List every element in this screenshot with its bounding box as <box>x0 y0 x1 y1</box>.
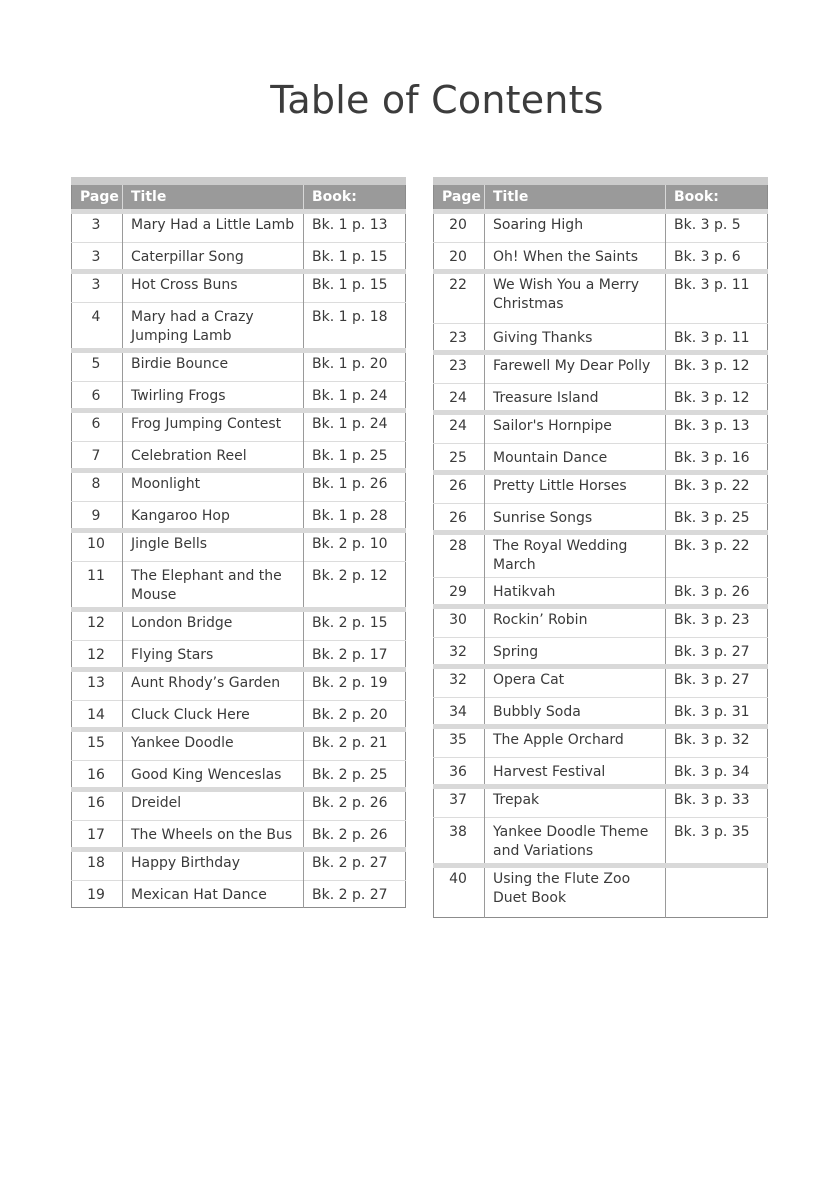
title-cell: The Wheels on the Bus <box>123 820 304 849</box>
title-cell: Mary had a Crazy Jumping Lamb <box>123 302 304 350</box>
title-cell: Oh! When the Saints <box>485 242 666 271</box>
table-row <box>434 666 768 697</box>
title-cell: Trepak <box>485 786 666 817</box>
title-cell: Cluck Cluck Here <box>123 700 304 729</box>
title-cell: Birdie Bounce <box>123 350 304 381</box>
page-number-cell: 8 <box>72 470 123 501</box>
title-cell: Jingle Bells <box>123 530 304 561</box>
book-reference-cell: Bk. 3 p. 27 <box>666 666 768 697</box>
table-row <box>434 503 768 532</box>
title-cell: The Elephant and the Mouse <box>123 561 304 609</box>
table-row <box>72 242 406 271</box>
page-number-cell: 16 <box>72 760 123 789</box>
table-row <box>72 501 406 530</box>
title-cell: Pretty Little Horses <box>485 472 666 503</box>
header-book: Book: <box>666 181 768 211</box>
table-row <box>72 271 406 302</box>
title-cell: Bubbly Soda <box>485 697 666 726</box>
book-reference-cell: Bk. 2 p. 10 <box>304 530 406 561</box>
book-reference-cell: Bk. 2 p. 27 <box>304 849 406 880</box>
page-number-cell: 22 <box>434 271 485 323</box>
page-number-cell: 15 <box>72 729 123 760</box>
title-cell: Yankee Doodle Theme and Variations <box>485 817 666 865</box>
book-reference-cell: Bk. 1 p. 25 <box>304 441 406 470</box>
table-row <box>434 323 768 352</box>
page-number-cell: 3 <box>72 242 123 271</box>
book-reference-cell: Bk. 2 p. 25 <box>304 760 406 789</box>
title-cell: Flying Stars <box>123 640 304 669</box>
book-reference-cell: Bk. 3 p. 11 <box>666 271 768 323</box>
title-cell: Good King Wenceslas <box>123 760 304 789</box>
title-cell: Treasure Island <box>485 383 666 412</box>
title-cell: The Apple Orchard <box>485 726 666 757</box>
page-number-cell: 12 <box>72 640 123 669</box>
title-cell: Sunrise Songs <box>485 503 666 532</box>
title-cell: Sailor's Hornpipe <box>485 412 666 443</box>
table-row <box>72 302 406 350</box>
book-reference-cell: Bk. 1 p. 18 <box>304 302 406 350</box>
table-row <box>434 383 768 412</box>
page-number-cell: 40 <box>434 865 485 917</box>
page-number-cell: 5 <box>72 350 123 381</box>
book-reference-cell: Bk. 2 p. 21 <box>304 729 406 760</box>
page-number-cell: 14 <box>72 700 123 729</box>
table-row <box>434 726 768 757</box>
book-reference-cell: Bk. 3 p. 16 <box>666 443 768 472</box>
title-cell: Hot Cross Buns <box>123 271 304 302</box>
page-number-cell: 37 <box>434 786 485 817</box>
book-reference-cell: Bk. 3 p. 11 <box>666 323 768 352</box>
table-row <box>72 640 406 669</box>
book-reference-cell: Bk. 3 p. 23 <box>666 606 768 637</box>
title-cell: Mary Had a Little Lamb <box>123 211 304 242</box>
table-row <box>434 211 768 242</box>
title-cell: Yankee Doodle <box>123 729 304 760</box>
book-reference-cell: Bk. 1 p. 20 <box>304 350 406 381</box>
table-row <box>72 441 406 470</box>
title-cell: Dreidel <box>123 789 304 820</box>
title-cell: Kangaroo Hop <box>123 501 304 530</box>
book-reference-cell: Bk. 3 p. 32 <box>666 726 768 757</box>
book-reference-cell: Bk. 3 p. 25 <box>666 503 768 532</box>
book-reference-cell <box>666 865 768 917</box>
header-title: Title <box>485 181 666 211</box>
book-reference-cell: Bk. 3 p. 35 <box>666 817 768 865</box>
table-row <box>72 820 406 849</box>
book-reference-cell: Bk. 1 p. 15 <box>304 242 406 271</box>
table-row <box>72 410 406 441</box>
header-title: Title <box>123 181 304 211</box>
table-row <box>434 637 768 666</box>
page-number-cell: 19 <box>72 880 123 907</box>
title-cell: Farewell My Dear Polly <box>485 352 666 383</box>
title-cell: Soaring High <box>485 211 666 242</box>
table-row <box>434 757 768 786</box>
page-number-cell: 12 <box>72 609 123 640</box>
page-number-cell: 16 <box>72 789 123 820</box>
table-row <box>72 211 406 242</box>
page-number-cell: 18 <box>72 849 123 880</box>
toc-table-left <box>71 177 406 908</box>
page-number-cell: 23 <box>434 323 485 352</box>
table-row <box>72 470 406 501</box>
header-book: Book: <box>304 181 406 211</box>
book-reference-cell: Bk. 2 p. 26 <box>304 789 406 820</box>
book-reference-cell: Bk. 3 p. 33 <box>666 786 768 817</box>
page-number-cell: 20 <box>434 211 485 242</box>
page-number-cell: 26 <box>434 472 485 503</box>
table-header-row <box>434 181 768 211</box>
page-number-cell: 30 <box>434 606 485 637</box>
page-number-cell: 11 <box>72 561 123 609</box>
table-row <box>72 381 406 410</box>
page-number-cell: 26 <box>434 503 485 532</box>
table-row <box>434 472 768 503</box>
title-cell: We Wish You a Merry Christmas <box>485 271 666 323</box>
page-number-cell: 32 <box>434 637 485 666</box>
book-reference-cell: Bk. 1 p. 28 <box>304 501 406 530</box>
title-cell: Harvest Festival <box>485 757 666 786</box>
book-reference-cell: Bk. 3 p. 6 <box>666 242 768 271</box>
title-cell: Spring <box>485 637 666 666</box>
book-reference-cell: Bk. 3 p. 5 <box>666 211 768 242</box>
title-cell: Opera Cat <box>485 666 666 697</box>
table-header-row <box>72 181 406 211</box>
table-row <box>434 352 768 383</box>
page-number-cell: 6 <box>72 410 123 441</box>
book-reference-cell: Bk. 3 p. 27 <box>666 637 768 666</box>
page-title: Table of Contents <box>270 78 604 122</box>
table-row <box>434 817 768 865</box>
book-reference-cell: Bk. 3 p. 13 <box>666 412 768 443</box>
page-number-cell: 17 <box>72 820 123 849</box>
book-reference-cell: Bk. 2 p. 12 <box>304 561 406 609</box>
table-row <box>72 849 406 880</box>
book-reference-cell: Bk. 2 p. 19 <box>304 669 406 700</box>
title-cell: Mexican Hat Dance <box>123 880 304 907</box>
table-row <box>434 443 768 472</box>
page-number-cell: 23 <box>434 352 485 383</box>
header-page: Page <box>434 181 485 211</box>
page-number-cell: 32 <box>434 666 485 697</box>
title-cell: Frog Jumping Contest <box>123 410 304 441</box>
book-reference-cell: Bk. 3 p. 22 <box>666 472 768 503</box>
book-reference-cell: Bk. 2 p. 26 <box>304 820 406 849</box>
page-number-cell: 29 <box>434 577 485 606</box>
page-number-cell: 7 <box>72 441 123 470</box>
table-row <box>72 350 406 381</box>
book-reference-cell: Bk. 3 p. 22 <box>666 532 768 577</box>
title-cell: The Royal Wedding March <box>485 532 666 577</box>
table-row <box>434 606 768 637</box>
page-number-cell: 24 <box>434 412 485 443</box>
table-row <box>72 880 406 907</box>
table-row <box>72 729 406 760</box>
title-cell: Giving Thanks <box>485 323 666 352</box>
title-cell: London Bridge <box>123 609 304 640</box>
toc-rows-left <box>72 211 406 907</box>
title-cell: Celebration Reel <box>123 441 304 470</box>
book-reference-cell: Bk. 2 p. 17 <box>304 640 406 669</box>
book-reference-cell: Bk. 2 p. 15 <box>304 609 406 640</box>
title-cell: Aunt Rhody’s Garden <box>123 669 304 700</box>
title-cell: Happy Birthday <box>123 849 304 880</box>
title-cell: Rockin’ Robin <box>485 606 666 637</box>
book-reference-cell: Bk. 1 p. 15 <box>304 271 406 302</box>
table-row <box>434 242 768 271</box>
page-number-cell: 25 <box>434 443 485 472</box>
book-reference-cell: Bk. 2 p. 27 <box>304 880 406 907</box>
page-number-cell: 24 <box>434 383 485 412</box>
header-page: Page <box>72 181 123 211</box>
title-cell: Hatikvah <box>485 577 666 606</box>
book-reference-cell: Bk. 1 p. 13 <box>304 211 406 242</box>
table-row <box>434 577 768 606</box>
title-cell: Using the Flute Zoo Duet Book <box>485 865 666 917</box>
page-number-cell: 3 <box>72 271 123 302</box>
table-row <box>434 271 768 323</box>
page-number-cell: 36 <box>434 757 485 786</box>
title-cell: Twirling Frogs <box>123 381 304 410</box>
book-reference-cell: Bk. 3 p. 31 <box>666 697 768 726</box>
toc-rows-right <box>434 211 768 917</box>
table-row <box>72 609 406 640</box>
book-reference-cell: Bk. 3 p. 34 <box>666 757 768 786</box>
book-reference-cell: Bk. 3 p. 12 <box>666 352 768 383</box>
book-reference-cell: Bk. 1 p. 24 <box>304 381 406 410</box>
table-row <box>72 700 406 729</box>
table-row <box>72 669 406 700</box>
page-number-cell: 35 <box>434 726 485 757</box>
table-row <box>434 697 768 726</box>
title-cell: Moonlight <box>123 470 304 501</box>
table-row <box>72 760 406 789</box>
table-row <box>434 532 768 577</box>
table-row <box>434 865 768 917</box>
page-number-cell: 34 <box>434 697 485 726</box>
table-row <box>434 786 768 817</box>
book-reference-cell: Bk. 3 p. 26 <box>666 577 768 606</box>
page-number-cell: 20 <box>434 242 485 271</box>
book-reference-cell: Bk. 1 p. 26 <box>304 470 406 501</box>
book-reference-cell: Bk. 2 p. 20 <box>304 700 406 729</box>
table-row <box>434 412 768 443</box>
page-number-cell: 28 <box>434 532 485 577</box>
table-row <box>72 789 406 820</box>
title-cell: Caterpillar Song <box>123 242 304 271</box>
toc-table-right <box>433 177 768 918</box>
book-reference-cell: Bk. 3 p. 12 <box>666 383 768 412</box>
page-number-cell: 6 <box>72 381 123 410</box>
page-number-cell: 9 <box>72 501 123 530</box>
book-reference-cell: Bk. 1 p. 24 <box>304 410 406 441</box>
page-number-cell: 10 <box>72 530 123 561</box>
title-cell: Mountain Dance <box>485 443 666 472</box>
page-number-cell: 13 <box>72 669 123 700</box>
page-number-cell: 3 <box>72 211 123 242</box>
table-row <box>72 530 406 561</box>
page-number-cell: 38 <box>434 817 485 865</box>
page-number-cell: 4 <box>72 302 123 350</box>
table-row <box>72 561 406 609</box>
